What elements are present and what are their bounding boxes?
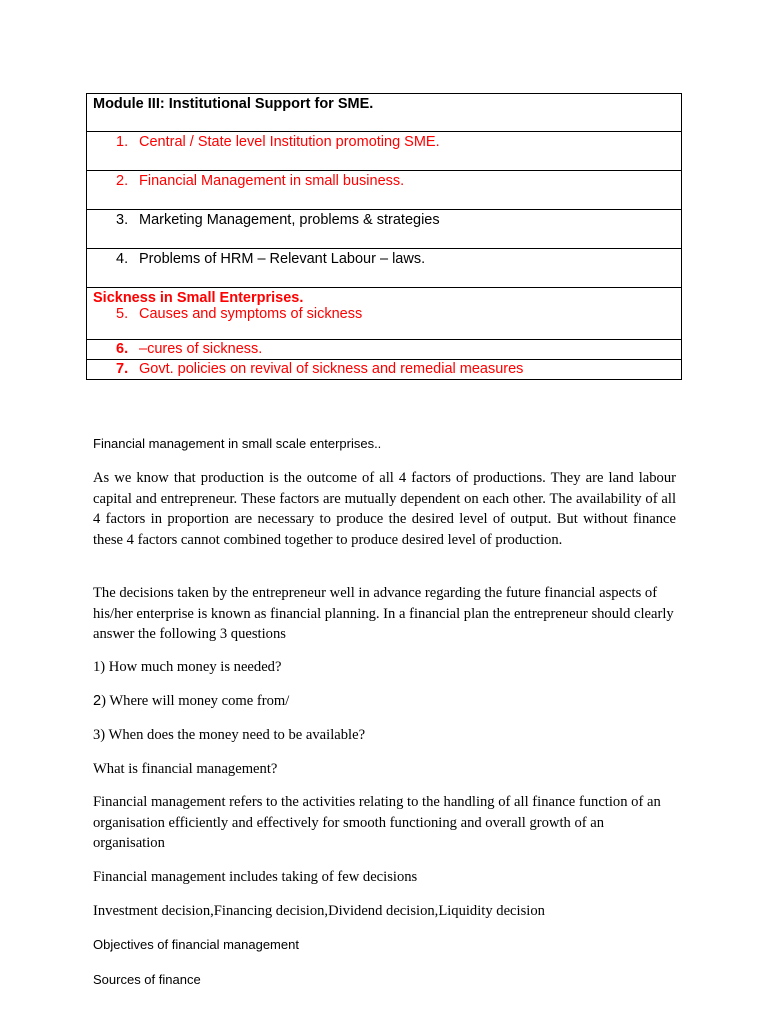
module-item-3: 3. Marketing Management, problems & strategies [87, 210, 682, 249]
question-what-is-fm: What is financial management? [93, 761, 278, 777]
module-item-4: 4. Problems of HRM – Relevant Labour – laws. [87, 249, 682, 288]
objectives-heading: Objectives of financial management [93, 937, 299, 952]
article-heading: Financial management in small scale enterprises.. [93, 436, 382, 451]
question-3: 3) When does the money need to be available? [93, 727, 366, 743]
paragraph-definition: Financial management refers to the activities relating to the handling of all finance function of an organisation efficiently and effectively for smooth functioning and overall growth of an organisation [93, 794, 661, 851]
question-2: 2) Where will money come from/ [93, 693, 290, 709]
paragraph-financial-planning: The decisions taken by the entrepreneur well in advance regarding the future financial aspects of his/her enterprise is known as financial planning. In a financial plan the entrepreneur should clearly answer the following 3 questions [93, 585, 674, 642]
sources-heading: Sources of finance [93, 972, 201, 987]
module-item-7: 7. Govt. policies on revival of sickness and remedial measures [87, 360, 682, 380]
paragraph-production: As we know that production is the outcome of all 4 factors of productions. They are land labour capital and entrepreneur. These factors are mutually dependent on each other. The availability of all 4 factors in proportion are necessary to produce the desired level of output. But without finance these 4 factors cannot combined together to produce desired level of production. [93, 470, 676, 548]
question-1: 1) How much money is needed? [93, 659, 282, 675]
module-item-1: 1. Central / State level Institution promoting SME. [87, 132, 682, 171]
paragraph-includes: Financial management includes taking of few decisions [93, 869, 418, 885]
module-item-2: 2. Financial Management in small business. [87, 171, 682, 210]
sickness-heading: Sickness in Small Enterprises. [93, 290, 304, 306]
module-title: Module III: Institutional Support for SME. [87, 94, 682, 132]
paragraph-decisions: Investment decision,Financing decision,Dividend decision,Liquidity decision [93, 903, 545, 919]
module-item-5: 5. Causes and symptoms of sickness [116, 306, 363, 322]
module-table [86, 93, 682, 380]
sickness-section [87, 288, 682, 340]
module-item-6: 6. –cures of sickness. [87, 340, 682, 360]
